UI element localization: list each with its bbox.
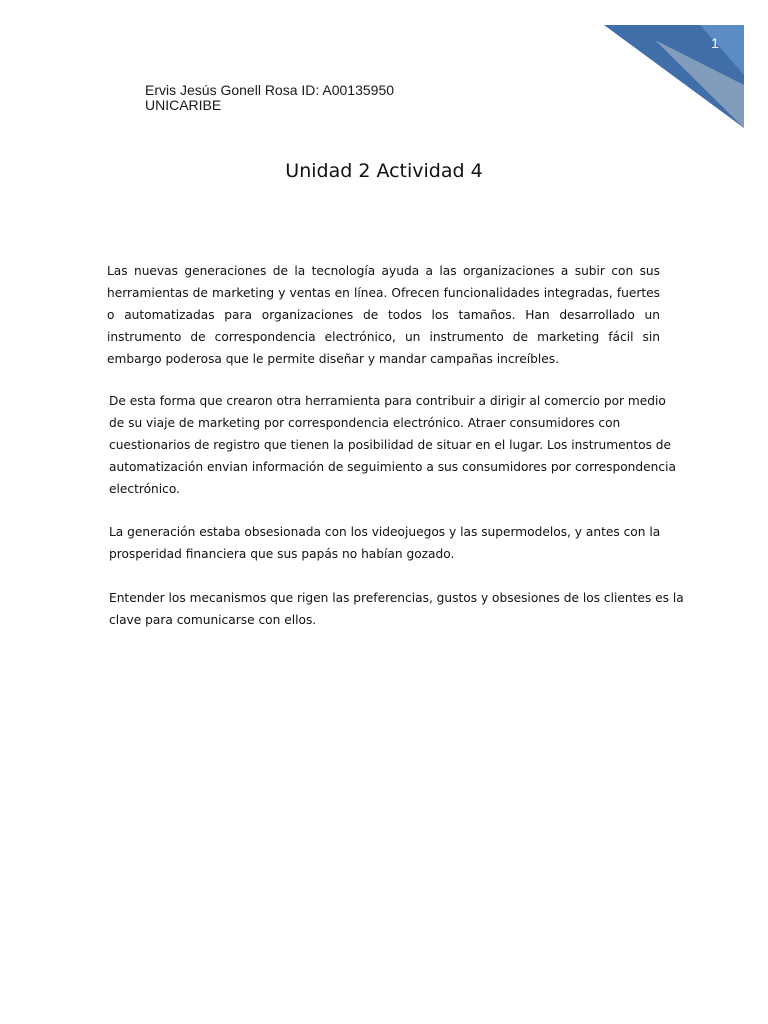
paragraph-1: Las nuevas generaciones de la tecnología ayuda a las organizaciones a subir con sus herramientas de marketing y ventas en línea. Ofrecen funcionalidades integradas, fuertes o automatizadas para organizaciones de todos los tamaños. Han desarrollado un instrumento de correspondencia electrónico, un instrumento de marketing fácil sin embargo poderosa que le permite diseñar y mandar campañas increíbles. xyxy=(107,264,660,366)
author-line: Ervis Jesús Gonell Rosa ID: A00135950 xyxy=(145,82,395,98)
corner-decoration xyxy=(0,0,768,140)
page-number: 1 xyxy=(711,35,719,51)
document-title: Unidad 2 Actividad 4 xyxy=(285,160,483,182)
institution-name: UNICARIBE xyxy=(145,97,222,113)
paragraph-3: La generación estaba obsesionada con los videojuegos y las supermodelos, y antes con la prosperidad financiera que sus papás no habían gozado. xyxy=(109,525,661,561)
paragraph-2: De esta forma que crearon otra herramienta para contribuir a dirigir al comercio por medio de su viaje de marketing por correspondencia electrónico. Atraer consumidores con cuestionarios de registro que tienen la posibilidad de situar en el lugar. Los instrumentos de automatización envian información de seguimiento a sus consumidores por correspondencia electrónico. xyxy=(109,394,676,496)
header-block xyxy=(145,83,394,113)
paragraph-4: Entender los mecanismos que rigen las preferencias, gustos y obsesiones de los clientes es la clave para comunicarse con ellos. xyxy=(109,591,684,627)
